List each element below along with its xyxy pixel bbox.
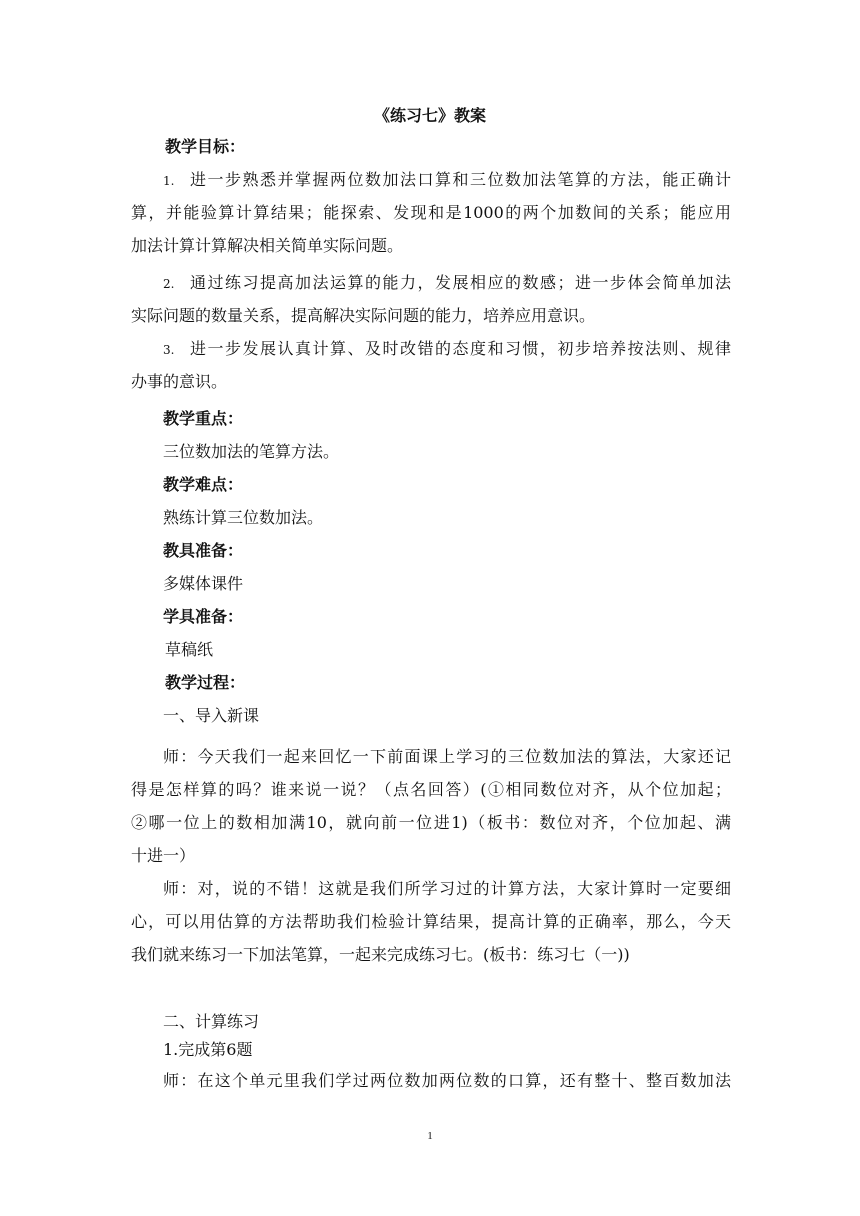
student-tools-text: 草稿纸	[165, 640, 214, 659]
goal2-line1: 2. 通过练习提高加法运算的能力，发展相应的数感；进一步体会简单加法	[163, 273, 731, 292]
p1-line4: 十进一）	[131, 846, 196, 865]
item1: 1.完成第6题	[163, 1040, 253, 1059]
difficulty-text: 熟练计算三位数加法。	[163, 508, 324, 527]
document-title: 《练习七》教案	[373, 106, 486, 125]
goal2-block	[131, 266, 731, 398]
p2-line3: 我们就来练习一下加法笔算，一起来完成练习七。(板书：练习七（一))	[131, 945, 630, 964]
goal2-number: 2.	[163, 277, 175, 291]
goal2-line2: 实际问题的数量关系，提高解决实际问题的能力，培养应用意识。	[131, 306, 596, 325]
goals-section	[131, 130, 731, 262]
goal3-line1: 3. 进一步发展认真计算、及时改错的态度和习惯，初步培养按法则、规律	[163, 339, 731, 358]
intro-paragraphs	[131, 740, 731, 971]
goal1-line1: 1. 进一步熟悉并掌握两位数加法口算和三位数加法笔算的方法，能正确计	[163, 170, 731, 189]
goal3-line2: 办事的意识。	[131, 372, 228, 391]
p1-line1: 师：今天我们一起来回忆一下前面课上学习的三位数加法的算法，大家还记	[163, 747, 731, 766]
key-points-section	[131, 402, 731, 732]
tools-text: 多媒体课件	[163, 574, 244, 593]
key-text: 三位数加法的笔算方法。	[163, 442, 340, 461]
goals-heading: 教学目标：	[165, 137, 246, 156]
p1-line2: 得是怎样算的吗？谁来说一说？（点名回答）(①相同数位对齐，从个位加起；	[131, 780, 731, 799]
p2-line2: 心，可以用估算的方法帮助我们检验计算结果，提高计算的正确率，那么，今天	[131, 912, 731, 931]
key-heading: 教学重点：	[163, 409, 244, 428]
part2-heading: 二、计算练习	[163, 1012, 260, 1031]
page-number: 1	[427, 1130, 433, 1142]
part2-section	[131, 1008, 731, 1097]
difficulty-heading: 教学难点：	[163, 475, 244, 494]
goal1-number: 1.	[163, 174, 175, 188]
student-tools-heading: 学具准备：	[163, 607, 244, 626]
goal1-line2: 算，并能验算计算结果；能探索、发现和是1000的两个加数间的关系；能应用	[131, 203, 731, 222]
process-heading: 教学过程：	[165, 673, 246, 692]
p3-line1: 师：在这个单元里我们学过两位数加两位数的口算，还有整十、整百数加法	[163, 1071, 731, 1090]
p1-line3: ②哪一位上的数相加满10，就向前一位进1)（板书：数位对齐，个位加起、满	[131, 813, 731, 832]
goal3-number: 3.	[163, 343, 175, 357]
part1-heading: 一、导入新课	[163, 706, 260, 725]
tools-heading: 教具准备：	[163, 541, 244, 560]
goal1-line3: 加法计算计算解决相关简单实际问题。	[131, 236, 404, 255]
p2-line1: 师：对，说的不错！这就是我们所学习过的计算方法，大家计算时一定要细	[163, 879, 731, 898]
